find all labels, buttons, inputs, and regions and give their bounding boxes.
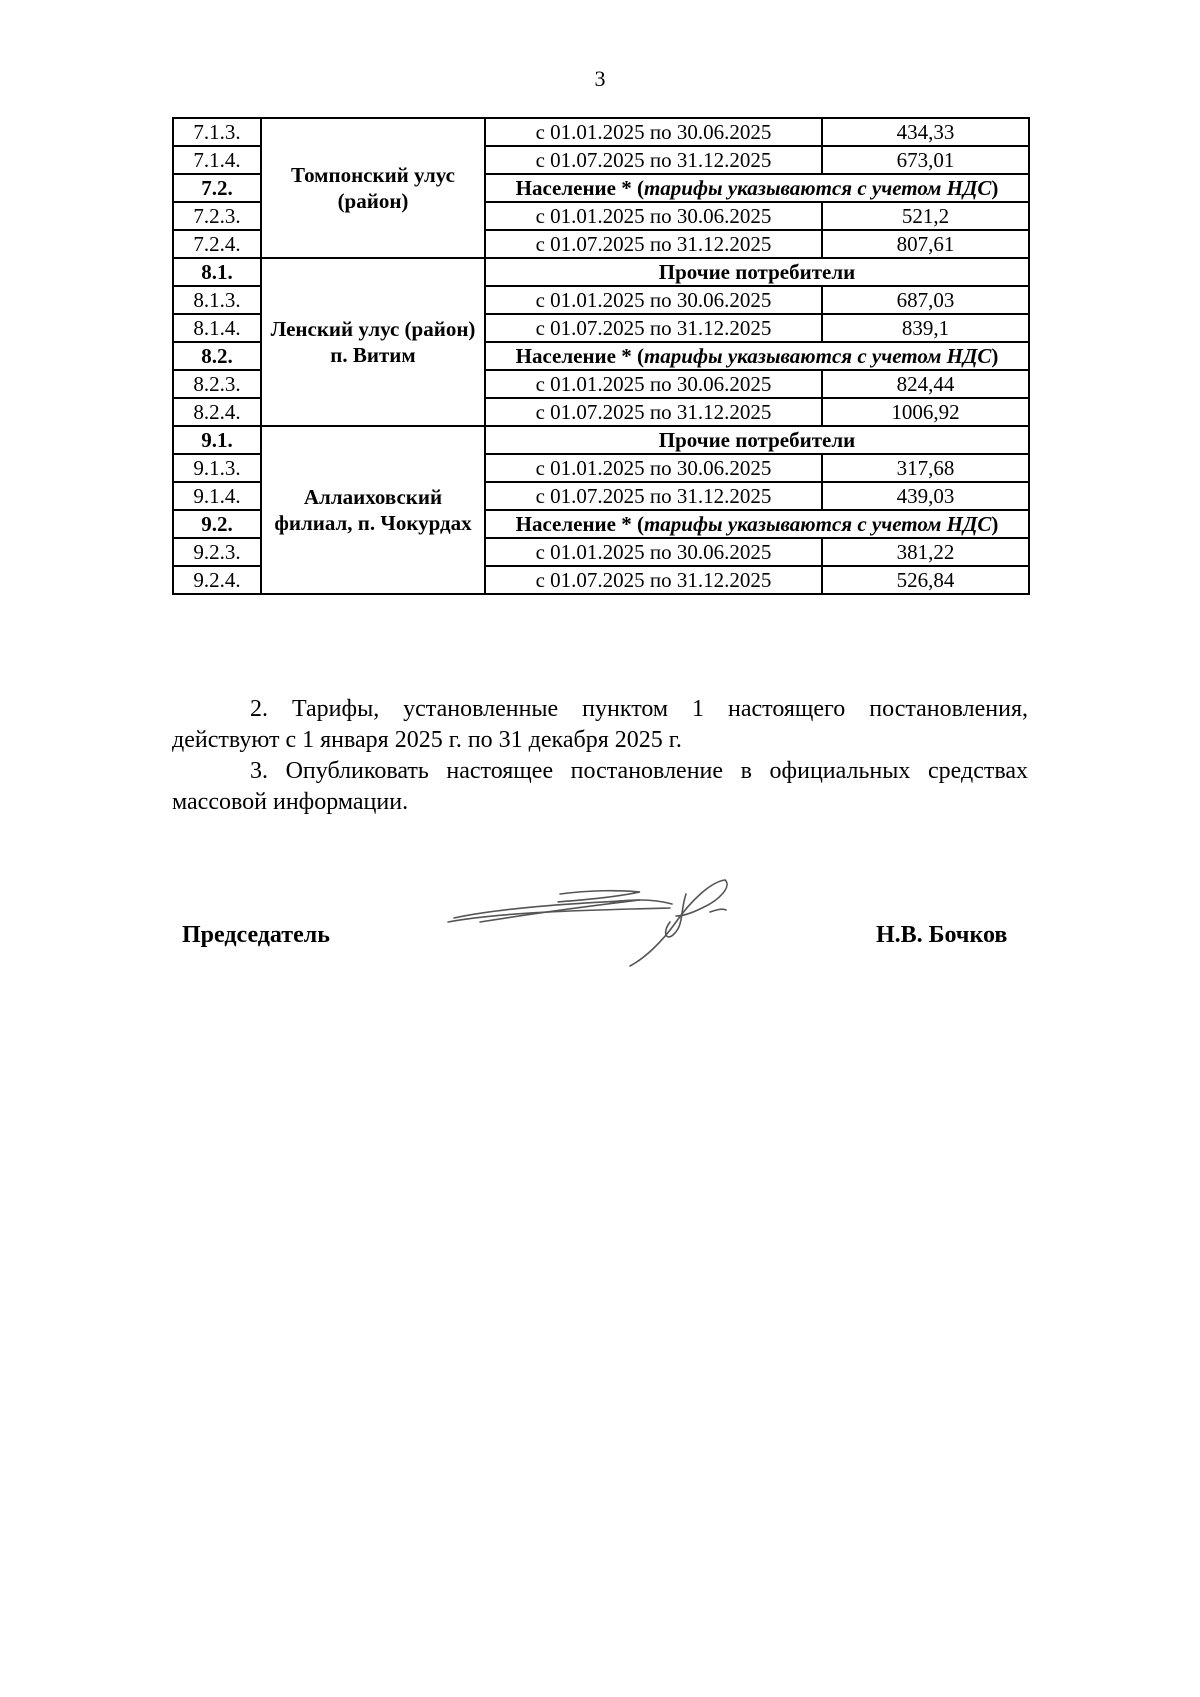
tariff-period: с 01.01.2025 по 30.06.2025	[485, 118, 822, 146]
tariff-value: 1006,92	[822, 398, 1029, 426]
tariff-value: 439,03	[822, 482, 1029, 510]
tariff-period: с 01.07.2025 по 31.12.2025	[485, 482, 822, 510]
table-row	[173, 258, 1029, 286]
section-header	[485, 510, 1029, 538]
section-label: Население * (	[515, 344, 644, 368]
tariff-table	[172, 117, 1030, 595]
section-label-italic: тарифы указываются с учетом НДС	[643, 176, 992, 200]
row-code: 9.2.4.	[173, 566, 261, 594]
paragraph-2: 2. Тарифы, установленные пунктом 1 настоящего постановления, действуют с 1 января 2025 г. по 31 декабря 2025 г.	[172, 696, 1028, 753]
section-label: Население * (	[515, 512, 644, 536]
tariff-period: с 01.07.2025 по 31.12.2025	[485, 230, 822, 258]
tariff-period: с 01.07.2025 по 31.12.2025	[485, 398, 822, 426]
row-code: 7.1.4.	[173, 146, 261, 174]
tariff-value: 824,44	[822, 370, 1029, 398]
row-code: 8.2.	[173, 342, 261, 370]
tariff-value: 526,84	[822, 566, 1029, 594]
row-code: 8.2.4.	[173, 398, 261, 426]
row-code: 8.1.3.	[173, 286, 261, 314]
tariff-period: с 01.01.2025 по 30.06.2025	[485, 202, 822, 230]
tariff-period: с 01.01.2025 по 30.06.2025	[485, 538, 822, 566]
tariff-period: с 01.01.2025 по 30.06.2025	[485, 454, 822, 482]
section-label: Население * (	[515, 176, 644, 200]
row-code: 7.2.	[173, 174, 261, 202]
tariff-period: с 01.01.2025 по 30.06.2025	[485, 286, 822, 314]
row-code: 8.2.3.	[173, 370, 261, 398]
tariff-period: с 01.07.2025 по 31.12.2025	[485, 146, 822, 174]
tariff-period: с 01.07.2025 по 31.12.2025	[485, 314, 822, 342]
handwritten-signature	[440, 872, 740, 972]
section-label-end: )	[991, 176, 999, 200]
section-label-italic: тарифы указываются с учетом НДС	[643, 344, 992, 368]
paragraph-3: 3. Опубликовать настоящее постановление в официальных средствах массовой информации.	[172, 758, 1028, 815]
section-label-italic: тарифы указываются с учетом НДС	[643, 512, 992, 536]
tariff-value: 521,2	[822, 202, 1029, 230]
tariff-value: 673,01	[822, 146, 1029, 174]
section-label: Прочие потребители	[658, 260, 856, 284]
signer-name: Н.В. Бочков	[876, 922, 1008, 948]
row-code: 7.2.3.	[173, 202, 261, 230]
section-header	[485, 342, 1029, 370]
row-code: 9.1.4.	[173, 482, 261, 510]
row-code: 7.2.4.	[173, 230, 261, 258]
row-code: 9.1.	[173, 426, 261, 454]
row-code: 9.1.3.	[173, 454, 261, 482]
section-header	[485, 258, 1029, 286]
page-number: 3	[594, 66, 606, 91]
row-code: 7.1.3.	[173, 118, 261, 146]
tariff-value: 687,03	[822, 286, 1029, 314]
row-code: 8.1.	[173, 258, 261, 286]
signer-title: Председатель	[182, 922, 330, 948]
row-code: 8.1.4.	[173, 314, 261, 342]
tariff-value: 839,1	[822, 314, 1029, 342]
district-name: Ленский улус (район) п. Витим	[261, 258, 485, 426]
row-code: 9.2.	[173, 510, 261, 538]
district-name: Аллаиховский филиал, п. Чокурдах	[261, 426, 485, 594]
tariff-table-body	[173, 118, 1029, 594]
district-name: Томпонский улус (район)	[261, 118, 485, 258]
tariff-period: с 01.01.2025 по 30.06.2025	[485, 370, 822, 398]
tariff-value: 381,22	[822, 538, 1029, 566]
section-label: Прочие потребители	[658, 428, 856, 452]
tariff-period: с 01.07.2025 по 31.12.2025	[485, 566, 822, 594]
tariff-value: 434,33	[822, 118, 1029, 146]
tariff-value: 807,61	[822, 230, 1029, 258]
row-code: 9.2.3.	[173, 538, 261, 566]
tariff-value: 317,68	[822, 454, 1029, 482]
section-header	[485, 426, 1029, 454]
section-label-end: )	[991, 344, 999, 368]
table-row	[173, 426, 1029, 454]
section-label-end: )	[991, 512, 999, 536]
table-row	[173, 118, 1029, 146]
section-header	[485, 174, 1029, 202]
